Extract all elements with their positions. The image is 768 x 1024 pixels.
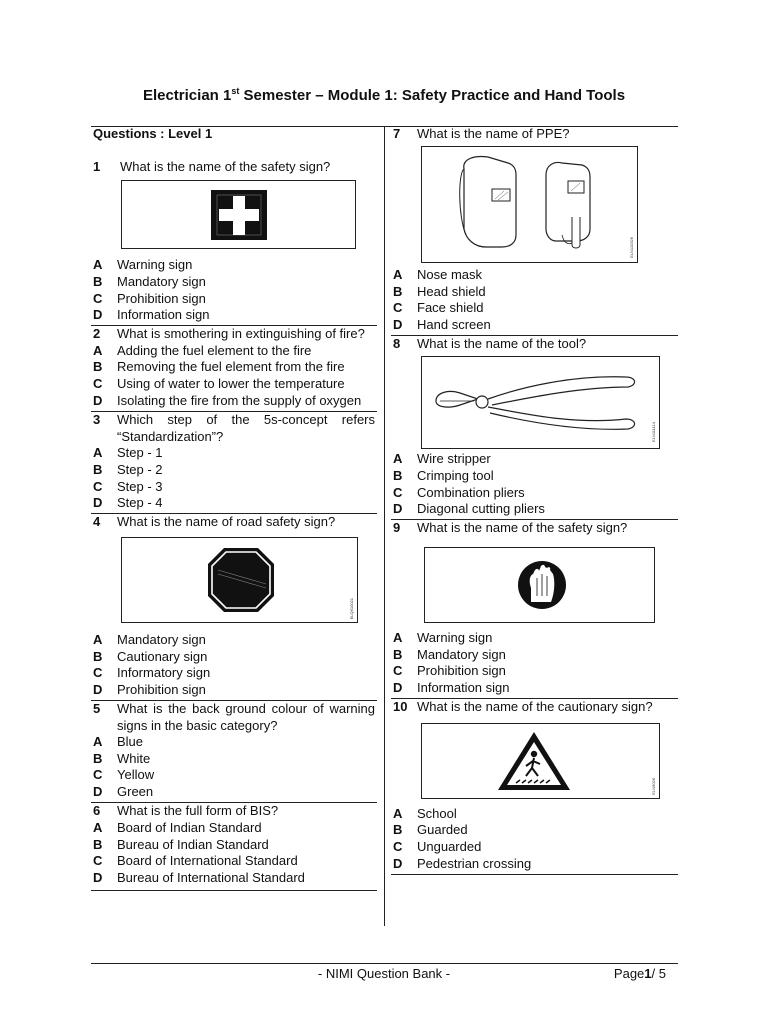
- question-text-line2: signs in the basic category?: [117, 718, 278, 733]
- question-number: 8: [393, 336, 401, 351]
- footer-center: - NIMI Question Bank -: [317, 966, 451, 981]
- figure-code: ELN110326: [629, 237, 634, 258]
- question-number: 1: [93, 159, 101, 174]
- question-divider: [391, 874, 678, 875]
- question-number: 9: [393, 520, 401, 535]
- figure-code: ELQ610021: [349, 597, 354, 619]
- question-number: 7: [393, 126, 401, 141]
- question-text: What is the full form of BIS?: [117, 803, 279, 818]
- page-title: Electrician 1st Semester – Module 1: Safety Practice and Hand Tools: [142, 86, 626, 104]
- question-5: [93, 701, 375, 735]
- column-divider: [384, 126, 385, 926]
- question-number: 10: [393, 699, 408, 714]
- question-text: What is the name of PPE?: [417, 126, 570, 141]
- first-aid-cross-icon: [122, 181, 355, 248]
- question-divider: [91, 890, 377, 891]
- page-number: Page1/ 5: [613, 966, 666, 981]
- question-text: What is the name of the tool?: [417, 336, 587, 351]
- question-number: 3: [93, 412, 101, 427]
- question-text: What is the name of the cautionary sign?: [417, 699, 653, 714]
- question-text-line1: What is the back ground colour of warning: [117, 701, 375, 716]
- figure-code: ELN111114: [651, 422, 656, 442]
- question-number: 5: [93, 701, 101, 716]
- question-3: [93, 412, 375, 446]
- wear-gloves-icon: [425, 548, 654, 622]
- level-heading: Questions : Level 1: [93, 126, 213, 141]
- question-4-figure: [121, 537, 358, 623]
- pedestrian-crossing-icon: [422, 724, 659, 798]
- question-text: What is the name of the safety sign?: [120, 159, 331, 174]
- question-8-figure: [421, 356, 660, 449]
- question-9-figure: [424, 547, 655, 623]
- question-text-line1: Which step of the 5s-concept refers: [117, 412, 375, 427]
- question-number: 6: [93, 803, 101, 818]
- question-10-figure: [421, 723, 660, 799]
- question-7-figure: [421, 146, 638, 263]
- question-text: What is smothering in extinguishing of fire?: [117, 326, 365, 341]
- figure-code: ELN9026: [651, 778, 656, 795]
- question-number: 2: [93, 326, 101, 341]
- question-1-figure: [121, 180, 356, 249]
- diagonal-cutting-pliers-icon: [422, 357, 659, 448]
- question-text: What is the name of the safety sign?: [417, 520, 628, 535]
- question-number: 4: [93, 514, 101, 529]
- welding-shield-icon: [422, 147, 637, 262]
- stop-sign-icon: [122, 538, 357, 622]
- footer-rule: [91, 963, 678, 964]
- question-text: What is the name of road safety sign?: [117, 514, 336, 529]
- question-text-line2: “Standardization”?: [117, 429, 224, 444]
